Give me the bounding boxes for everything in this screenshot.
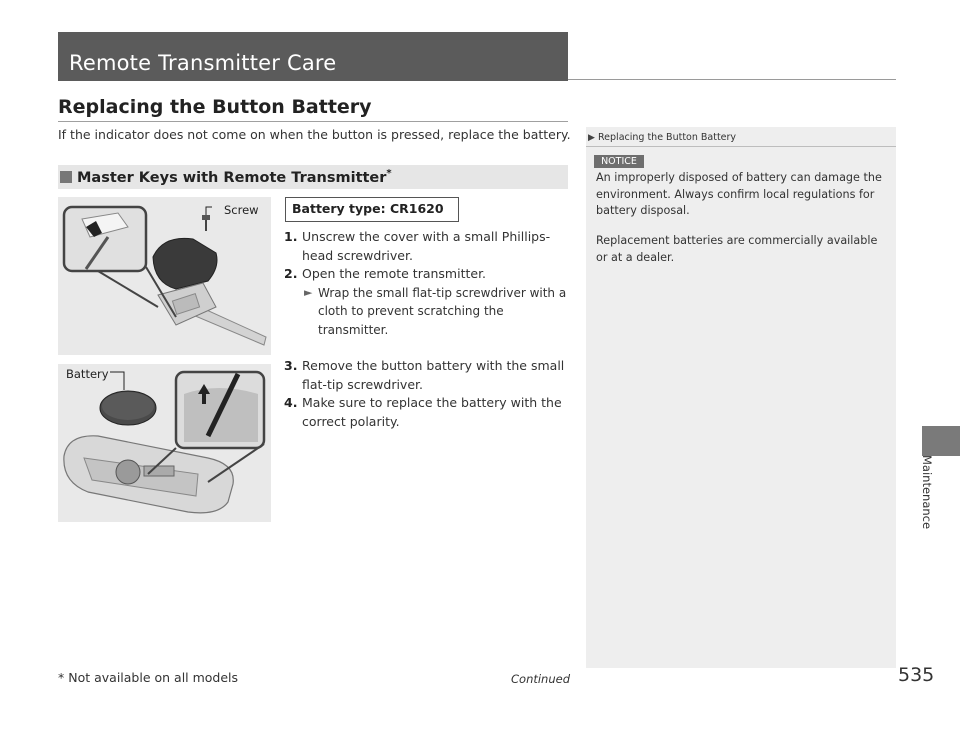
triangle-right-icon: ►: [304, 285, 313, 299]
step-2: 2. Open the remote transmitter.: [284, 266, 487, 281]
step-4: 4. Make sure to replace the battery with the correct polarity.: [284, 395, 562, 429]
step-3: 3. Remove the button battery with the small flat-tip screwdriver.: [284, 358, 565, 392]
notice-text: An improperly disposed of battery can damage the environment. Always confirm local regulations for battery disposal.: [596, 171, 882, 217]
square-bullet-icon: [60, 171, 72, 183]
continued-label: Continued: [511, 672, 571, 686]
figure-remove-screw: [58, 197, 271, 355]
section-rule: [58, 121, 568, 122]
chapter-side-label: Maintenance: [920, 455, 934, 530]
footnote-marker: *: [386, 168, 392, 179]
chapter-header: [58, 32, 568, 81]
key-screw-illustration: [58, 197, 271, 355]
section-title: Replacing the Button Battery: [58, 96, 372, 118]
battery-label: Battery: [66, 367, 109, 381]
side-rule: [586, 146, 896, 147]
notice-badge: NOTICE: [594, 155, 644, 168]
step-2-substep: ► Wrap the small flat-tip screwdriver with a cloth to prevent scratching the transmitter.: [304, 285, 567, 337]
step-1: 1. Unscrew the cover with a small Phillips-head screwdriver.: [284, 229, 551, 263]
steps-list: [284, 228, 569, 431]
reference-icon: ▶: [588, 133, 595, 143]
side-notes-panel: [586, 127, 896, 668]
battery-type-box: [285, 197, 459, 222]
side-heading: Replacing the Button Battery: [598, 132, 737, 143]
intro-text: If the indicator does not come on when the button is pressed, replace the battery.: [58, 127, 571, 142]
page-title: Remote Transmitter Care: [69, 51, 337, 75]
screw-label: Screw: [224, 203, 259, 217]
battery-type: Battery type: CR1620: [292, 201, 444, 216]
battery-illustration: [58, 364, 271, 522]
footnote: * Not available on all models: [58, 670, 239, 685]
header-rule: [568, 79, 896, 80]
page-number: 535: [898, 664, 935, 686]
subsection-bar: [58, 165, 568, 189]
figure-remove-battery: [58, 364, 271, 522]
chapter-tab: [922, 426, 960, 456]
note-text: Replacement batteries are commercially available or at a dealer.: [596, 234, 878, 264]
subsection-title: Master Keys with Remote Transmitter*: [77, 168, 392, 186]
